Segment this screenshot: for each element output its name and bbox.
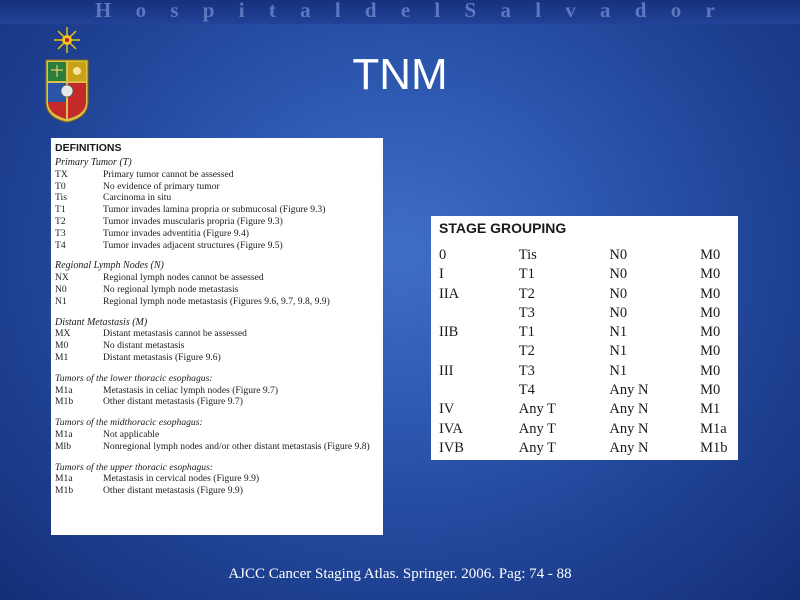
definition-code: N1: [55, 295, 67, 307]
definitions-section-title: Tumors of the midthoracic esophagus:: [55, 417, 203, 429]
definition-row: [55, 441, 379, 453]
definitions-section: [55, 260, 379, 307]
definition-description: Tumor invades muscularis propria (Figure 9.3): [103, 215, 283, 227]
stage-grouping-panel: [431, 216, 738, 460]
definitions-section: [55, 417, 379, 452]
definition-code: M1b: [55, 396, 74, 408]
institution-name-letter: S: [464, 0, 477, 22]
definition-description: Carcinoma in situ: [103, 192, 172, 204]
stage-cell: M0: [700, 362, 721, 379]
stage-cell: N0: [609, 304, 628, 321]
stage-cell: Any N: [609, 420, 649, 437]
stage-cell: N1: [609, 343, 628, 360]
stage-row: [439, 323, 730, 342]
stage-cell: III: [439, 362, 454, 379]
definition-row: [55, 396, 379, 408]
stage-grouping-table: [439, 246, 730, 458]
definition-code: M0: [55, 340, 69, 352]
definitions-sections: [55, 157, 379, 497]
stage-cell: Tis: [518, 247, 537, 263]
stage-cell: M1b: [700, 439, 728, 456]
definition-row: [55, 328, 379, 340]
stage-cell: IVA: [439, 420, 463, 437]
definition-code: Tis: [55, 192, 67, 204]
university-crest-logo: [37, 24, 97, 124]
institution-name-letter: i: [238, 0, 245, 22]
sun-emblem-icon: [54, 27, 80, 53]
stage-row: [439, 285, 730, 304]
stage-cell: M0: [700, 324, 721, 341]
stage-cell: T2: [518, 285, 535, 302]
stage-cell: Any N: [609, 401, 649, 418]
stage-row: [439, 265, 730, 284]
definition-row: [55, 216, 379, 228]
citation-footer: AJCC Cancer Staging Atlas. Springer. 2006. Pag: 74 - 88: [228, 566, 572, 582]
stage-cell: IIB: [439, 324, 459, 341]
definitions-section-title: Distant Metastasis (M): [55, 316, 148, 328]
institution-name-letter: t: [268, 0, 276, 22]
definition-code: M1a: [55, 428, 73, 440]
definition-row: [55, 352, 379, 364]
stage-row: [439, 439, 730, 458]
definitions-section-title: Tumors of the lower thoracic esophagus:: [55, 372, 213, 384]
stage-cell: M1a: [700, 420, 727, 437]
stage-cell: N1: [609, 362, 628, 379]
stage-cell: N0: [609, 285, 628, 302]
definition-description: No regional lymph node metastasis: [103, 283, 239, 295]
stage-row: [439, 400, 730, 419]
stage-cell: N1: [609, 324, 628, 341]
stage-cell: T2: [518, 343, 535, 360]
stage-row: [439, 420, 730, 439]
definitions-panel: [51, 138, 383, 535]
definitions-section: [55, 317, 379, 364]
definition-description: Distant metastasis (Figure 9.6): [103, 351, 221, 363]
stage-grouping-heading: STAGE GROUPING: [439, 220, 567, 236]
stage-cell: M0: [700, 382, 721, 399]
definition-description: Distant metastasis cannot be assessed: [103, 328, 247, 340]
definitions-section-title: Primary Tumor (T): [55, 157, 132, 168]
stage-row: [439, 362, 730, 381]
definition-description: Other distant metastasis (Figure 9.7): [103, 396, 243, 408]
stage-cell: M0: [700, 343, 721, 360]
definition-code: Mlb: [55, 440, 71, 452]
institution-name-letter: d: [634, 0, 647, 22]
stage-cell: Any N: [609, 439, 649, 456]
stage-cell: M0: [700, 304, 721, 321]
stage-cell: M1: [700, 401, 721, 418]
definition-row: [55, 240, 379, 252]
institution-name-letter: l: [535, 0, 542, 22]
definition-code: T2: [55, 215, 66, 227]
definition-description: Nonregional lymph nodes and/or other distant metastasis (Figure 9.8): [103, 440, 370, 452]
definition-code: MX: [55, 328, 71, 340]
stage-cell: Any N: [609, 382, 649, 399]
definition-row: [55, 284, 379, 296]
stage-cell: I: [439, 266, 444, 283]
stage-row: [439, 304, 730, 323]
definition-row: [55, 272, 379, 284]
stage-cell: T3: [518, 304, 535, 321]
stage-cell: Any T: [518, 439, 556, 456]
stage-cell: Any T: [518, 420, 556, 437]
stage-cell: Any T: [518, 401, 556, 418]
definition-description: Tumor invades adventitia (Figure 9.4): [103, 227, 249, 239]
stage-cell: IIA: [439, 285, 460, 302]
institution-name-letter: o: [670, 0, 682, 22]
institution-name-letter: l: [334, 0, 341, 22]
definition-row: [55, 340, 379, 352]
stage-cell: [439, 381, 519, 400]
stage-cell: N0: [609, 247, 628, 263]
stage-cell: M0: [700, 285, 721, 302]
institution-name-letter: H: [95, 0, 112, 22]
institution-name-letter: a: [300, 0, 311, 22]
definition-code: T3: [55, 227, 66, 239]
definition-row: [55, 473, 379, 485]
stage-cell: T3: [518, 362, 535, 379]
definition-description: Regional lymph nodes cannot be assessed: [103, 272, 264, 284]
crest-shield-icon: [46, 60, 88, 122]
stage-cell: M0: [700, 266, 721, 283]
definition-description: Metastasis in celiac lymph nodes (Figure 9.7): [103, 384, 279, 396]
definition-code: M1a: [55, 473, 73, 485]
definitions-section-title: Tumors of the upper thoracic esophagus:: [55, 461, 214, 473]
institution-name-letter: v: [565, 0, 576, 22]
stage-cell: T1: [518, 266, 535, 283]
definition-code: T4: [55, 239, 66, 251]
definitions-section: [55, 157, 379, 251]
stage-cell: T4: [518, 382, 535, 399]
definition-code: TX: [55, 168, 68, 180]
institution-name-letter: s: [170, 0, 179, 22]
stage-cell: [439, 342, 519, 361]
definition-row: [55, 169, 379, 181]
stage-cell: M0: [700, 247, 721, 263]
definition-description: No evidence of primary tumor: [103, 180, 220, 192]
definition-description: No distant metastasis: [103, 340, 185, 352]
definition-description: Other distant metastasis (Figure 9.9): [103, 485, 243, 497]
definition-row: [55, 385, 379, 397]
institution-name: [95, 0, 715, 22]
institution-name-letter: o: [135, 0, 147, 22]
institution-name-letter: e: [400, 0, 411, 22]
definition-description: Metastasis in cervical nodes (Figure 9.9): [103, 473, 260, 485]
definition-row: [55, 181, 379, 193]
institution-name-letter: l: [434, 0, 441, 22]
stage-cell: T1: [518, 324, 535, 341]
definition-code: NX: [55, 272, 69, 284]
stage-cell: N0: [609, 266, 628, 283]
definition-code: M1a: [55, 384, 73, 396]
definitions-section: [55, 462, 379, 497]
definition-code: M1: [55, 351, 69, 363]
definition-row: [55, 485, 379, 497]
definition-row: [55, 204, 379, 216]
definitions-section: [55, 373, 379, 408]
stage-cell: IV: [439, 401, 455, 418]
institution-name-letter: r: [705, 0, 715, 22]
slide-title: TNM: [352, 50, 448, 99]
definition-code: N0: [55, 283, 67, 295]
stage-cell: IVB: [439, 439, 464, 456]
definitions-section-title: Regional Lymph Nodes (N): [55, 260, 164, 272]
definition-code: T0: [55, 180, 66, 192]
stage-row: [439, 381, 730, 400]
stage-row: [439, 342, 730, 361]
definition-description: Tumor invades lamina propria or submucosal (Figure 9.3): [103, 204, 326, 216]
stage-cell: 0: [439, 247, 447, 263]
definition-description: Regional lymph node metastasis (Figures 9.6, 9.7, 9.8, 9.9): [103, 295, 330, 307]
definition-code: T1: [55, 204, 66, 216]
institution-name-letter: p: [202, 0, 215, 22]
definition-row: [55, 228, 379, 240]
definition-row: [55, 192, 379, 204]
institution-name-letter: a: [600, 0, 611, 22]
stage-cell: [439, 304, 519, 323]
definition-description: Primary tumor cannot be assessed: [103, 168, 234, 180]
definition-row: [55, 429, 379, 441]
institution-name-letter: d: [364, 0, 377, 22]
definition-description: Tumor invades adjacent structures (Figure 9.5): [103, 239, 283, 251]
definitions-heading: DEFINITIONS: [55, 142, 122, 154]
definition-description: Not applicable: [103, 428, 160, 440]
definition-code: M1b: [55, 485, 74, 497]
definition-row: [55, 296, 379, 308]
institution-name-letter: a: [500, 0, 511, 22]
stage-row: [439, 246, 730, 265]
